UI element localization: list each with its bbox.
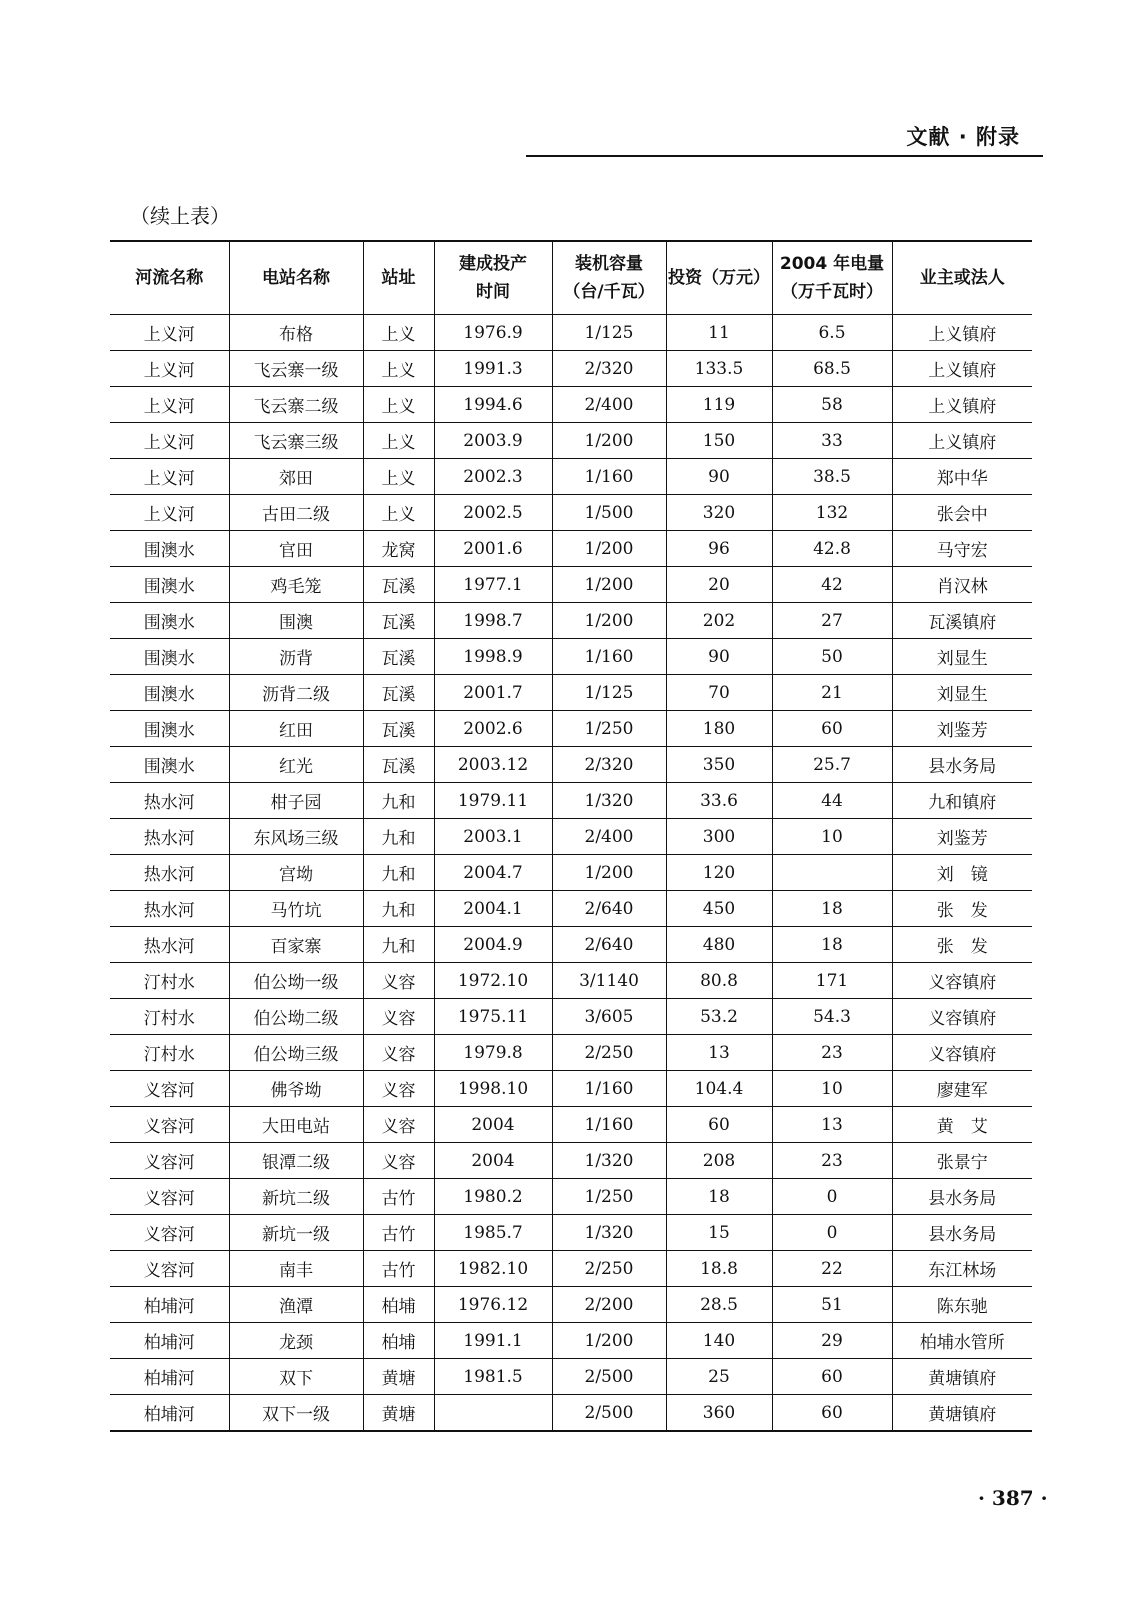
table-cell: 上义: [363, 315, 434, 351]
table-cell: 上义镇府: [892, 315, 1032, 351]
table-cell: 马竹坑: [229, 891, 363, 927]
table-cell: 33: [772, 423, 892, 459]
table-cell: 1/250: [552, 711, 666, 747]
table-cell: 上义: [363, 423, 434, 459]
table-cell: 义容镇府: [892, 963, 1032, 999]
table-cell: 150: [666, 423, 772, 459]
table-cell: 张景宁: [892, 1143, 1032, 1179]
table-cell: 42.8: [772, 531, 892, 567]
table-cell: 上义镇府: [892, 387, 1032, 423]
table-cell: 450: [666, 891, 772, 927]
table-row: [110, 1107, 1032, 1143]
table-cell: 银潭二级: [229, 1143, 363, 1179]
table-cell: 2/250: [552, 1035, 666, 1071]
table-cell: 热水河: [110, 783, 229, 819]
table-cell: 2004: [434, 1143, 552, 1179]
table-cell: 古竹: [363, 1179, 434, 1215]
table-cell: 104.4: [666, 1071, 772, 1107]
table-cell: 九和: [363, 819, 434, 855]
table-cell: [772, 855, 892, 891]
table-cell: 1/200: [552, 567, 666, 603]
table-cell: 171: [772, 963, 892, 999]
table-cell: 1981.5: [434, 1359, 552, 1395]
table-cell: 480: [666, 927, 772, 963]
table-cell: 6.5: [772, 315, 892, 351]
table-cell: 刘 镜: [892, 855, 1032, 891]
table-cell: 2004.9: [434, 927, 552, 963]
table-row: [110, 1071, 1032, 1107]
table-row: [110, 315, 1032, 351]
table-cell: 瓦溪: [363, 639, 434, 675]
table-cell: 42: [772, 567, 892, 603]
header-rule: [526, 155, 1043, 157]
table-cell: 飞云寨一级: [229, 351, 363, 387]
table-cell: 10: [772, 1071, 892, 1107]
table-row: [110, 855, 1032, 891]
table-cell: 1/200: [552, 423, 666, 459]
table-cell: 义容: [363, 999, 434, 1035]
table-row: [110, 459, 1032, 495]
table-cell: 宫坳: [229, 855, 363, 891]
table-cell: 上义河: [110, 423, 229, 459]
table-cell: 县水务局: [892, 747, 1032, 783]
table-cell: 27: [772, 603, 892, 639]
table-cell: 2002.3: [434, 459, 552, 495]
table-cell: 18: [772, 891, 892, 927]
table-cell: 黄塘镇府: [892, 1359, 1032, 1395]
table-cell: 58: [772, 387, 892, 423]
table-cell: 义容河: [110, 1215, 229, 1251]
table-wrap: [110, 240, 1032, 1432]
continued-label: （续上表）: [130, 204, 230, 228]
power-station-table: [110, 240, 1032, 1432]
table-cell: 2/320: [552, 351, 666, 387]
table-cell: 热水河: [110, 927, 229, 963]
table-cell: 1982.10: [434, 1251, 552, 1287]
table-cell: 义容镇府: [892, 1035, 1032, 1071]
table-cell: 208: [666, 1143, 772, 1179]
table-cell: 渔潭: [229, 1287, 363, 1323]
table-cell: 68.5: [772, 351, 892, 387]
table-cell: 上义: [363, 495, 434, 531]
column-header: 装机容量 （台/千瓦）: [552, 241, 666, 315]
table-cell: 60: [666, 1107, 772, 1143]
table-cell: 360: [666, 1395, 772, 1432]
table-cell: 古竹: [363, 1215, 434, 1251]
table-cell: 九和: [363, 783, 434, 819]
table-cell: 新坑一级: [229, 1215, 363, 1251]
table-cell: 18.8: [666, 1251, 772, 1287]
column-header: 电站名称: [229, 241, 363, 315]
table-cell: 沥背: [229, 639, 363, 675]
table-cell: 东风场三级: [229, 819, 363, 855]
table-cell: 九和: [363, 927, 434, 963]
table-row: [110, 1359, 1032, 1395]
table-row: [110, 927, 1032, 963]
table-cell: 九和镇府: [892, 783, 1032, 819]
table-cell: 300: [666, 819, 772, 855]
table-cell: 张 发: [892, 927, 1032, 963]
table-cell: 义容: [363, 1035, 434, 1071]
table-cell: 黄塘: [363, 1359, 434, 1395]
table-row: [110, 1287, 1032, 1323]
table-cell: 18: [666, 1179, 772, 1215]
table-cell: 2004: [434, 1107, 552, 1143]
table-row: [110, 819, 1032, 855]
table-cell: 2001.6: [434, 531, 552, 567]
table-cell: 官田: [229, 531, 363, 567]
table-row: [110, 1323, 1032, 1359]
table-cell: 1979.8: [434, 1035, 552, 1071]
table-cell: 3/1140: [552, 963, 666, 999]
table-cell: 围澳水: [110, 747, 229, 783]
table-cell: 陈东驰: [892, 1287, 1032, 1323]
table-cell: 义容河: [110, 1179, 229, 1215]
table-cell: 黄塘: [363, 1395, 434, 1432]
table-cell: 1975.11: [434, 999, 552, 1035]
table-cell: 1977.1: [434, 567, 552, 603]
table-body: [110, 315, 1032, 1432]
table-cell: 柏埔: [363, 1323, 434, 1359]
table-cell: 0: [772, 1215, 892, 1251]
table-cell: 柏埔: [363, 1287, 434, 1323]
table-cell: 义容镇府: [892, 999, 1032, 1035]
table-cell: 1/250: [552, 1179, 666, 1215]
table-cell: 23: [772, 1143, 892, 1179]
table-cell: 柏埔河: [110, 1395, 229, 1432]
table-cell: 1/320: [552, 1215, 666, 1251]
table-cell: 柏埔河: [110, 1287, 229, 1323]
table-cell: 佛爷坳: [229, 1071, 363, 1107]
table-cell: 瓦溪镇府: [892, 603, 1032, 639]
table-row: [110, 1251, 1032, 1287]
table-cell: 320: [666, 495, 772, 531]
table-cell: 1985.7: [434, 1215, 552, 1251]
table-cell: 1998.9: [434, 639, 552, 675]
table-cell: 围澳水: [110, 567, 229, 603]
table-cell: 双下一级: [229, 1395, 363, 1432]
table-cell: 70: [666, 675, 772, 711]
table-cell: 140: [666, 1323, 772, 1359]
table-cell: 古田二级: [229, 495, 363, 531]
table-cell: 伯公坳一级: [229, 963, 363, 999]
table-cell: 1/160: [552, 1071, 666, 1107]
table-cell: 1998.7: [434, 603, 552, 639]
table-cell: 上义河: [110, 315, 229, 351]
table-cell: 90: [666, 459, 772, 495]
table-cell: 2004.1: [434, 891, 552, 927]
table-cell: 古竹: [363, 1251, 434, 1287]
column-header: 建成投产 时间: [434, 241, 552, 315]
table-row: [110, 639, 1032, 675]
table-cell: 2/250: [552, 1251, 666, 1287]
table-cell: 1998.10: [434, 1071, 552, 1107]
table-cell: [434, 1395, 552, 1432]
table-row: [110, 1035, 1032, 1071]
table-cell: 上义镇府: [892, 423, 1032, 459]
table-cell: 11: [666, 315, 772, 351]
table-cell: 2/500: [552, 1395, 666, 1432]
table-cell: 180: [666, 711, 772, 747]
table-cell: 1991.3: [434, 351, 552, 387]
column-header: 2004 年电量 （万千瓦时）: [772, 241, 892, 315]
table-cell: 围澳水: [110, 711, 229, 747]
table-cell: 1/200: [552, 531, 666, 567]
table-cell: 瓦溪: [363, 675, 434, 711]
table-cell: 2002.5: [434, 495, 552, 531]
table-cell: 33.6: [666, 783, 772, 819]
table-cell: 刘显生: [892, 639, 1032, 675]
table-cell: 红光: [229, 747, 363, 783]
table-cell: 围澳: [229, 603, 363, 639]
table-cell: 350: [666, 747, 772, 783]
table-cell: 上义: [363, 387, 434, 423]
table-cell: 布格: [229, 315, 363, 351]
table-cell: 伯公坳二级: [229, 999, 363, 1035]
table-cell: 张 发: [892, 891, 1032, 927]
table-cell: 围澳水: [110, 603, 229, 639]
table-cell: 龙颈: [229, 1323, 363, 1359]
table-cell: 东江林场: [892, 1251, 1032, 1287]
table-cell: 瓦溪: [363, 711, 434, 747]
table-cell: 县水务局: [892, 1179, 1032, 1215]
table-cell: 瓦溪: [363, 603, 434, 639]
table-cell: 郑中华: [892, 459, 1032, 495]
table-cell: 汀村水: [110, 999, 229, 1035]
table-cell: 刘鉴芳: [892, 819, 1032, 855]
table-cell: 60: [772, 711, 892, 747]
table-row: [110, 603, 1032, 639]
table-cell: 柏埔河: [110, 1359, 229, 1395]
table-cell: 13: [666, 1035, 772, 1071]
table-cell: 黄塘镇府: [892, 1395, 1032, 1432]
table-cell: 53.2: [666, 999, 772, 1035]
column-header: 站址: [363, 241, 434, 315]
table-cell: 义容: [363, 1143, 434, 1179]
table-row: [110, 1143, 1032, 1179]
table-cell: 南丰: [229, 1251, 363, 1287]
table-cell: 围澳水: [110, 639, 229, 675]
table-cell: 汀村水: [110, 963, 229, 999]
table-row: [110, 1179, 1032, 1215]
table-cell: 鸡毛笼: [229, 567, 363, 603]
column-header: 业主或法人: [892, 241, 1032, 315]
table-cell: 肖汉林: [892, 567, 1032, 603]
table-cell: 刘鉴芳: [892, 711, 1032, 747]
table-cell: 黄 艾: [892, 1107, 1032, 1143]
table-cell: 2003.9: [434, 423, 552, 459]
table-cell: 22: [772, 1251, 892, 1287]
table-cell: 10: [772, 819, 892, 855]
table-cell: 县水务局: [892, 1215, 1032, 1251]
table-row: [110, 1395, 1032, 1432]
column-header: 河流名称: [110, 241, 229, 315]
table-cell: 上义镇府: [892, 351, 1032, 387]
table-cell: 瓦溪: [363, 747, 434, 783]
table-cell: 汀村水: [110, 1035, 229, 1071]
table-cell: 沥背二级: [229, 675, 363, 711]
table-cell: 15: [666, 1215, 772, 1251]
table-cell: 29: [772, 1323, 892, 1359]
table-cell: 90: [666, 639, 772, 675]
table-row: [110, 891, 1032, 927]
table-cell: 1976.9: [434, 315, 552, 351]
table-cell: 柏埔河: [110, 1323, 229, 1359]
table-cell: 28.5: [666, 1287, 772, 1323]
table-cell: 20: [666, 567, 772, 603]
table-row: [110, 495, 1032, 531]
table-cell: 柏埔水管所: [892, 1323, 1032, 1359]
table-cell: 新坑二级: [229, 1179, 363, 1215]
table-cell: 2004.7: [434, 855, 552, 891]
table-cell: 60: [772, 1395, 892, 1432]
table-cell: 大田电站: [229, 1107, 363, 1143]
table-cell: 义容: [363, 1107, 434, 1143]
table-cell: 2001.7: [434, 675, 552, 711]
table-cell: 2/200: [552, 1287, 666, 1323]
table-cell: 张会中: [892, 495, 1032, 531]
table-cell: 1/200: [552, 1323, 666, 1359]
table-cell: 柑子园: [229, 783, 363, 819]
table-cell: 1/320: [552, 783, 666, 819]
table-cell: 50: [772, 639, 892, 675]
table-cell: 1976.12: [434, 1287, 552, 1323]
table-cell: 1/160: [552, 1107, 666, 1143]
table-cell: 热水河: [110, 819, 229, 855]
table-cell: 围澳水: [110, 531, 229, 567]
table-row: [110, 963, 1032, 999]
table-cell: 1/160: [552, 639, 666, 675]
table-cell: 25.7: [772, 747, 892, 783]
table-cell: 上义: [363, 351, 434, 387]
table-cell: 60: [772, 1359, 892, 1395]
table-cell: 1/500: [552, 495, 666, 531]
table-cell: 1/160: [552, 459, 666, 495]
table-cell: 2003.1: [434, 819, 552, 855]
table-cell: 马守宏: [892, 531, 1032, 567]
table-cell: 义容河: [110, 1107, 229, 1143]
table-cell: 热水河: [110, 855, 229, 891]
table-cell: 义容: [363, 1071, 434, 1107]
table-cell: 119: [666, 387, 772, 423]
table-cell: 132: [772, 495, 892, 531]
table-cell: 23: [772, 1035, 892, 1071]
table-cell: 双下: [229, 1359, 363, 1395]
table-cell: 2/400: [552, 819, 666, 855]
table-cell: 18: [772, 927, 892, 963]
table-cell: 96: [666, 531, 772, 567]
table-cell: 1/125: [552, 315, 666, 351]
table-cell: 3/605: [552, 999, 666, 1035]
table-cell: 刘显生: [892, 675, 1032, 711]
table-cell: 2/500: [552, 1359, 666, 1395]
table-cell: 伯公坳三级: [229, 1035, 363, 1071]
table-cell: 2/640: [552, 891, 666, 927]
table-cell: 0: [772, 1179, 892, 1215]
table-row: [110, 351, 1032, 387]
table-cell: 1972.10: [434, 963, 552, 999]
table-cell: 1994.6: [434, 387, 552, 423]
column-header: 投资（万元）: [666, 241, 772, 315]
section-title: 文献 · 附录: [906, 125, 1020, 149]
table-row: [110, 531, 1032, 567]
table-row: [110, 783, 1032, 819]
table-cell: 133.5: [666, 351, 772, 387]
table-row: [110, 387, 1032, 423]
table-cell: 51: [772, 1287, 892, 1323]
table-cell: 上义河: [110, 495, 229, 531]
table-cell: 义容河: [110, 1071, 229, 1107]
table-cell: 2/640: [552, 927, 666, 963]
table-cell: 2002.6: [434, 711, 552, 747]
table-cell: 义容: [363, 963, 434, 999]
table-row: [110, 1215, 1032, 1251]
table-cell: 38.5: [772, 459, 892, 495]
table-cell: 热水河: [110, 891, 229, 927]
table-cell: 廖建军: [892, 1071, 1032, 1107]
table-cell: 龙窝: [363, 531, 434, 567]
table-cell: 瓦溪: [363, 567, 434, 603]
table-cell: 44: [772, 783, 892, 819]
page-number: · 387 ·: [978, 1486, 1048, 1510]
table-row: [110, 711, 1032, 747]
table-header-row: [110, 241, 1032, 315]
table-cell: 25: [666, 1359, 772, 1395]
table-cell: 21: [772, 675, 892, 711]
table-row: [110, 747, 1032, 783]
table-cell: 1979.11: [434, 783, 552, 819]
table-cell: 百家寨: [229, 927, 363, 963]
table-cell: 义容河: [110, 1143, 229, 1179]
table-cell: 2003.12: [434, 747, 552, 783]
table-cell: 1991.1: [434, 1323, 552, 1359]
table-row: [110, 675, 1032, 711]
table-cell: 九和: [363, 891, 434, 927]
table-row: [110, 999, 1032, 1035]
table-cell: 上义河: [110, 351, 229, 387]
table-cell: 上义河: [110, 387, 229, 423]
table-row: [110, 423, 1032, 459]
table-cell: 1/200: [552, 603, 666, 639]
table-cell: 飞云寨三级: [229, 423, 363, 459]
table-cell: 义容河: [110, 1251, 229, 1287]
table-cell: 1980.2: [434, 1179, 552, 1215]
table-cell: 红田: [229, 711, 363, 747]
table-cell: 202: [666, 603, 772, 639]
table-cell: 飞云寨二级: [229, 387, 363, 423]
table-cell: 54.3: [772, 999, 892, 1035]
table-cell: 1/200: [552, 855, 666, 891]
table-cell: 2/400: [552, 387, 666, 423]
table-cell: 80.8: [666, 963, 772, 999]
table-cell: 上义: [363, 459, 434, 495]
table-cell: 1/320: [552, 1143, 666, 1179]
table-cell: 九和: [363, 855, 434, 891]
table-cell: 2/320: [552, 747, 666, 783]
table-cell: 郊田: [229, 459, 363, 495]
table-cell: 13: [772, 1107, 892, 1143]
table-cell: 120: [666, 855, 772, 891]
table-cell: 围澳水: [110, 675, 229, 711]
table-cell: 1/125: [552, 675, 666, 711]
table-cell: 上义河: [110, 459, 229, 495]
table-row: [110, 567, 1032, 603]
